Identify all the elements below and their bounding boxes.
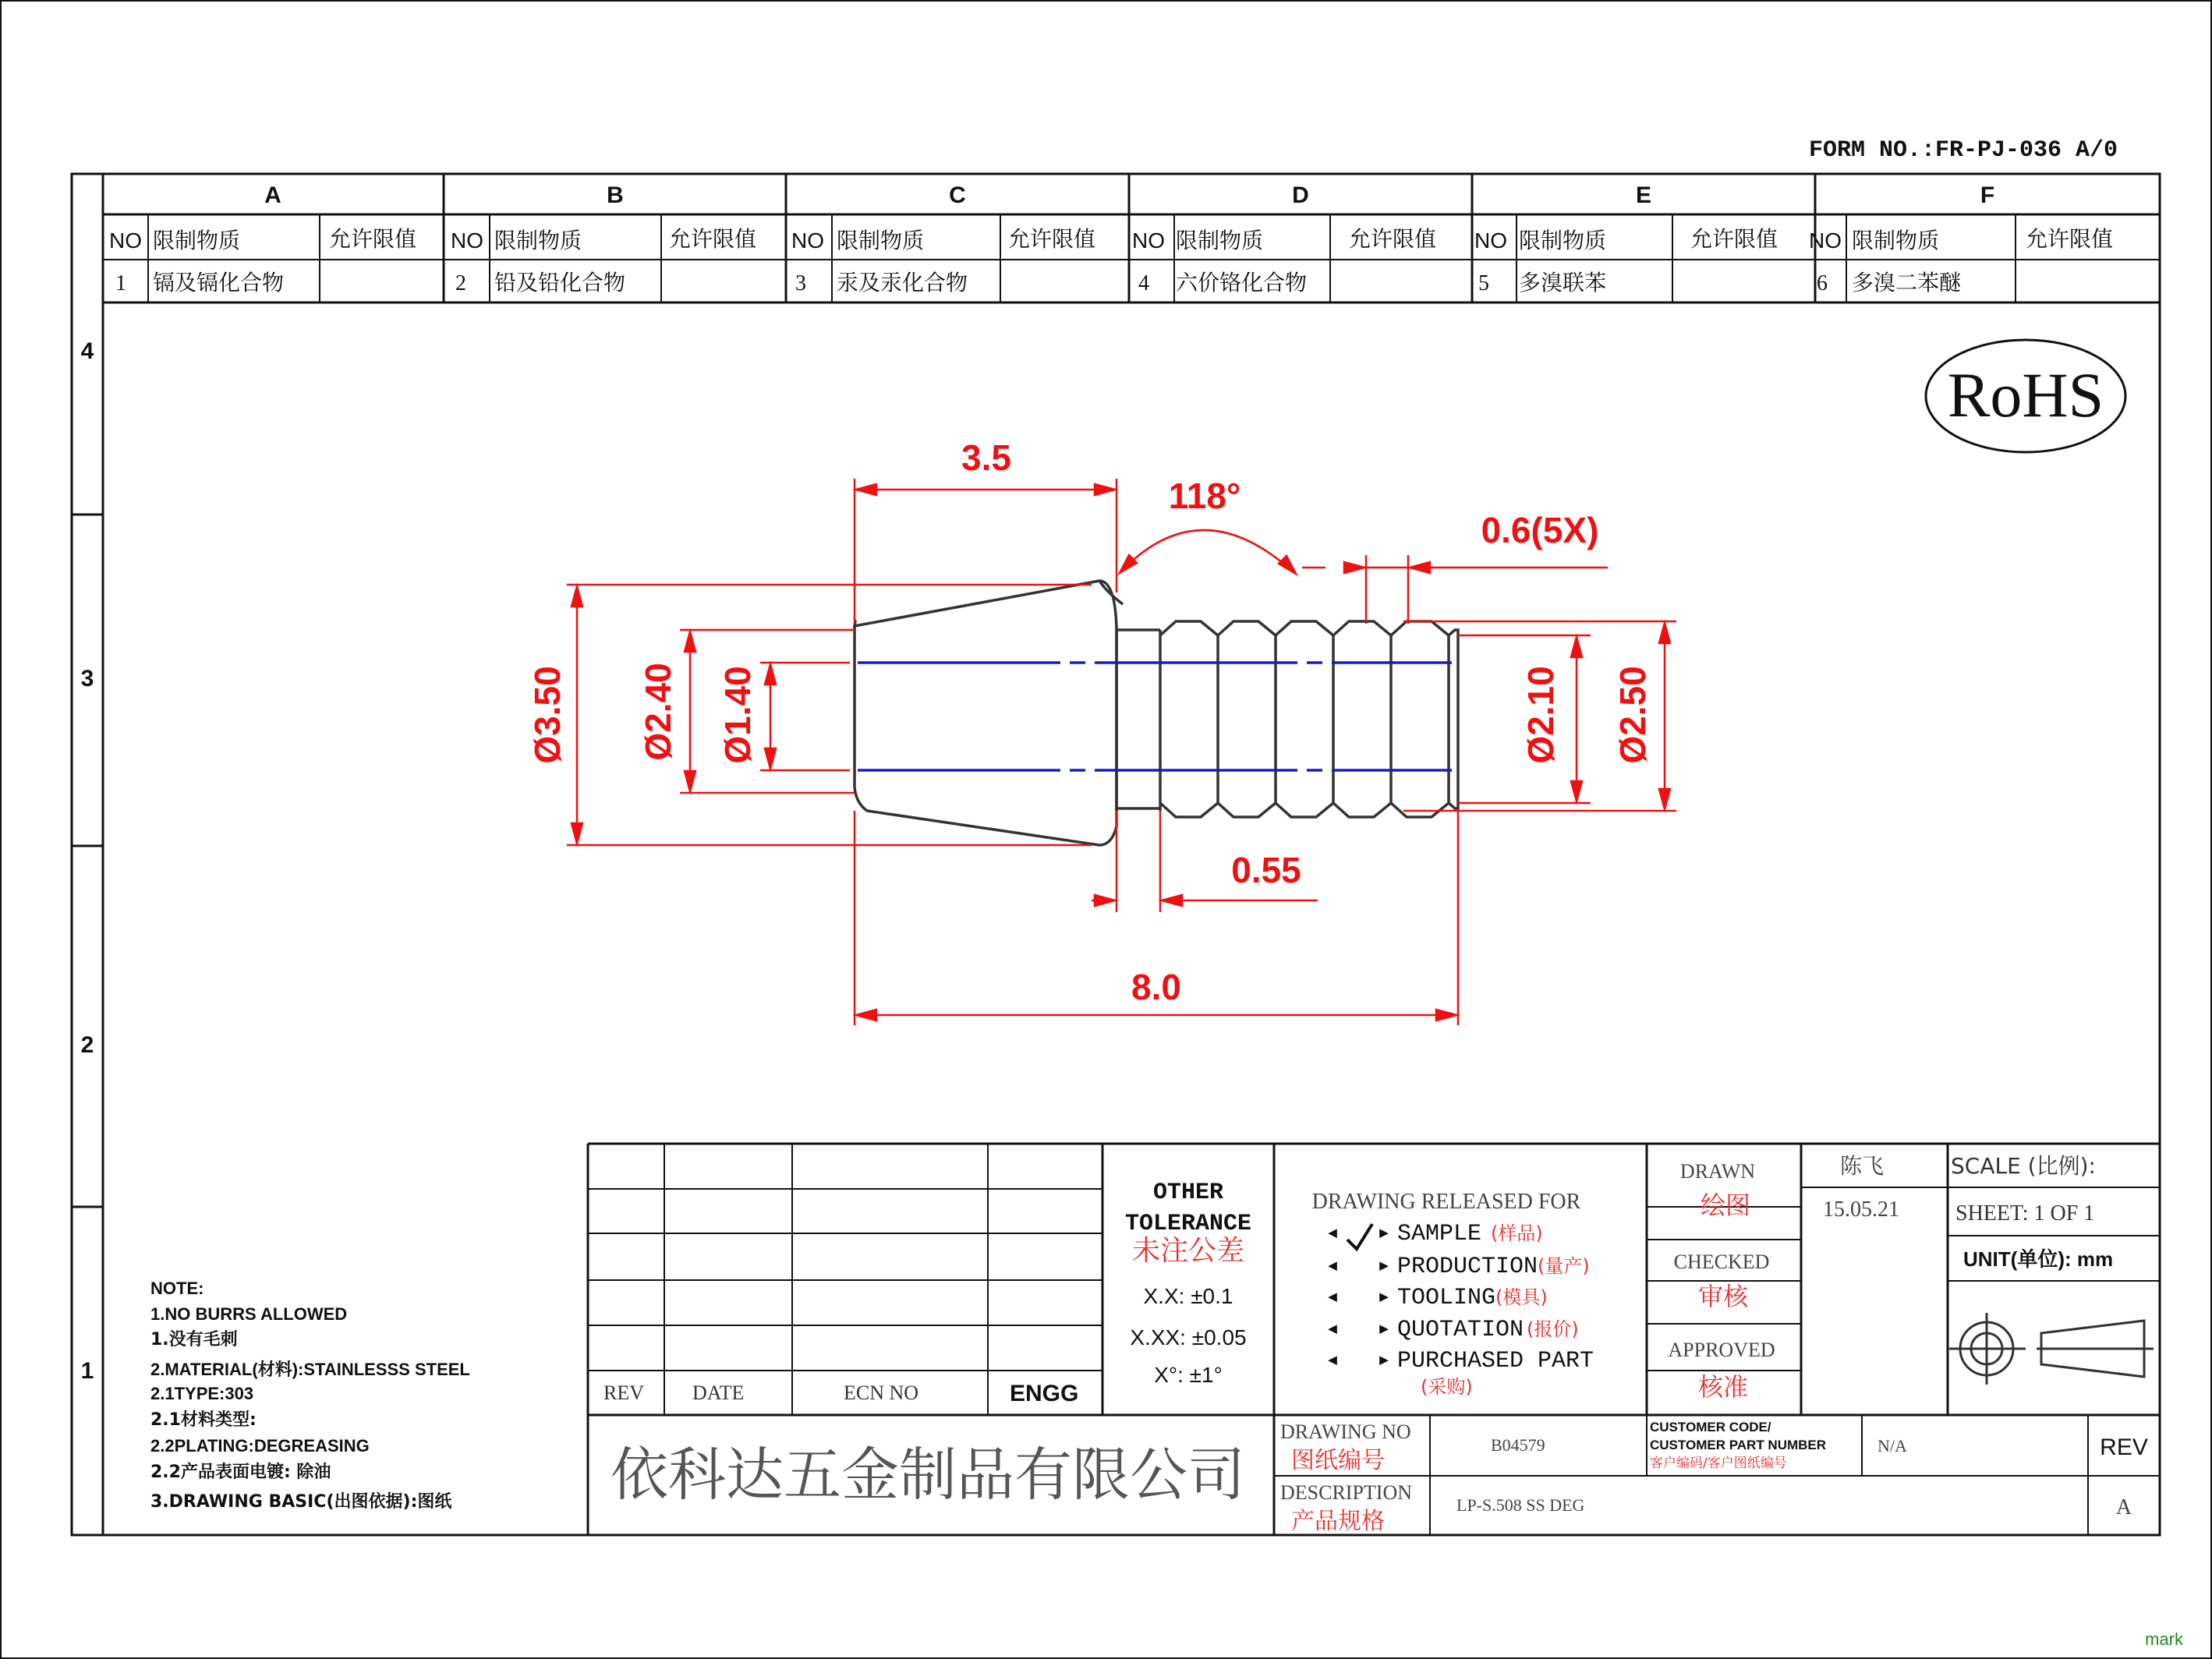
dim-pitch: 0.6(5X)	[1481, 510, 1599, 550]
release-production: PRODUCTION	[1397, 1254, 1538, 1280]
release-quotation: QUOTATION	[1397, 1317, 1524, 1343]
hdr-no-e: NO	[1474, 228, 1507, 253]
substance-no-2: 2	[455, 271, 466, 295]
drawn-date: 15.05.21	[1823, 1197, 1899, 1222]
substance-no-5: 5	[1478, 271, 1489, 295]
release-sample: SAMPLE	[1397, 1221, 1482, 1247]
dim-length-front: 3.5	[961, 437, 1011, 478]
hdr-lim-a: 允许限值	[329, 226, 417, 252]
zone-row-3: 3	[80, 666, 94, 692]
release-sample-cn: (样品)	[1491, 1222, 1543, 1244]
tolerance-angle: X°: ±1°	[1154, 1363, 1223, 1387]
release-arrow-4: ▸	[1377, 1317, 1392, 1343]
unit-label: UNIT(单位): mm	[1963, 1247, 2114, 1271]
hdr-sub-d: 限制物质	[1176, 228, 1264, 253]
description-value: LP-S.508 SS DEG	[1456, 1495, 1585, 1515]
drawing-no-label: DRAWING NO	[1280, 1420, 1411, 1443]
release-tooling: TOOLING	[1397, 1285, 1496, 1311]
zone-col-d: D	[1292, 182, 1309, 208]
release-bullet-3: ◂	[1325, 1285, 1340, 1311]
hdr-no-c: NO	[791, 228, 824, 253]
dim-dia-bore-outer: Ø2.40	[638, 663, 678, 761]
hdr-lim-f: 允许限值	[2026, 226, 2114, 252]
sheet-label: SHEET: 1 OF 1	[1955, 1201, 2095, 1226]
tolerance-xxx: X.XX: ±0.05	[1130, 1325, 1247, 1349]
drawing-no-cn: 图纸编号	[1291, 1447, 1385, 1474]
drawn-label: DRAWN	[1679, 1160, 1756, 1183]
dim-dia-thread-root: Ø2.10	[1520, 666, 1561, 764]
rohs-label: RoHS	[1947, 359, 2104, 430]
release-purchased-cn: (采购)	[1421, 1376, 1473, 1398]
substance-name-4: 六价铬化合物	[1176, 270, 1308, 295]
zone-row-2: 2	[80, 1032, 94, 1058]
substance-no-1: 1	[115, 271, 126, 295]
zone-col-f: F	[1980, 182, 1995, 208]
date-header: DATE	[692, 1381, 745, 1404]
substance-name-2: 铅及铅化合物	[494, 270, 626, 295]
zone-col-c: C	[949, 182, 966, 208]
substance-name-5: 多溴联苯	[1519, 270, 1607, 295]
release-quotation-cn: (报价)	[1527, 1318, 1579, 1340]
approved-label: APPROVED	[1668, 1339, 1775, 1361]
release-bullet-5: ◂	[1325, 1348, 1340, 1374]
release-arrow-1: ▸	[1377, 1221, 1392, 1247]
description-label: DESCRIPTION	[1280, 1481, 1413, 1504]
note-line-6: 2.2PLATING:DEGREASING	[150, 1436, 370, 1456]
approved-cn: 核准	[1697, 1372, 1749, 1402]
hdr-sub-f: 限制物质	[1852, 228, 1940, 253]
drawn-cn: 绘图	[1700, 1190, 1751, 1220]
release-production-cn: (量产)	[1538, 1255, 1590, 1277]
dim-dia-thread-crest: Ø2.50	[1612, 666, 1653, 764]
customer-code-label-1: CUSTOMER CODE/	[1650, 1420, 1771, 1434]
corner-mark: mark	[2145, 1629, 2183, 1649]
zone-row-4: 4	[80, 338, 94, 364]
release-purchased: PURCHASED PART	[1397, 1348, 1594, 1374]
dim-dia-bore-inner: Ø1.40	[717, 666, 758, 764]
hdr-sub-a: 限制物质	[153, 228, 241, 253]
tolerance-title-cn: 未注公差	[1131, 1235, 1245, 1267]
hdr-lim-c: 允许限值	[1008, 226, 1096, 252]
form-number: FORM NO.:FR-PJ-036 A/0	[1809, 137, 2118, 164]
hdr-lim-d: 允许限值	[1349, 226, 1437, 252]
note-line-4: 2.1TYPE:303	[150, 1384, 254, 1403]
drawn-name: 陈飞	[1840, 1153, 1885, 1179]
hdr-sub-b: 限制物质	[494, 228, 582, 253]
dim-dia-outer-large: Ø3.50	[527, 666, 568, 764]
ecn-header: ECN NO	[844, 1381, 919, 1404]
release-tooling-cn: (模具)	[1495, 1286, 1548, 1308]
substance-name-3: 汞及汞化合物	[837, 270, 968, 295]
note-line-1: 1.NO BURRS ALLOWED	[150, 1304, 348, 1324]
dim-total-length: 8.0	[1131, 967, 1181, 1007]
substance-no-3: 3	[795, 271, 806, 295]
release-bullet-2: ◂	[1325, 1254, 1340, 1280]
customer-code-cn: 客户编码/客户图纸编号	[1650, 1456, 1787, 1471]
rev-label: REV	[2100, 1434, 2148, 1460]
substance-no-4: 4	[1138, 271, 1149, 295]
checked-cn: 审核	[1697, 1282, 1749, 1311]
hdr-sub-c: 限制物质	[837, 228, 925, 253]
zone-col-a: A	[264, 182, 281, 208]
release-bullet-4: ◂	[1325, 1317, 1340, 1343]
note-line-5: 2.1材料类型:	[150, 1410, 257, 1430]
rev-header: REV	[603, 1381, 644, 1404]
release-arrow-2: ▸	[1377, 1254, 1392, 1280]
description-cn: 产品规格	[1291, 1508, 1385, 1535]
notes-title: NOTE:	[150, 1279, 204, 1298]
customer-code-label-2: CUSTOMER PART NUMBER	[1650, 1438, 1827, 1452]
hdr-no-d: NO	[1132, 228, 1165, 253]
substance-name-1: 镉及镉化合物	[153, 270, 285, 295]
release-bullet-1: ◂	[1325, 1221, 1340, 1247]
hdr-lim-b: 允许限值	[669, 226, 757, 252]
note-line-8: 3.DRAWING BASIC(出图依据):图纸	[150, 1492, 452, 1512]
substance-no-6: 6	[1817, 271, 1828, 295]
release-title: DRAWING RELEASED FOR	[1311, 1190, 1581, 1214]
hdr-sub-e: 限制物质	[1519, 228, 1607, 253]
hdr-no-f: NO	[1809, 228, 1842, 253]
dim-angle: 118°	[1168, 476, 1241, 516]
zone-col-e: E	[1635, 182, 1652, 208]
hdr-lim-e: 允许限值	[1690, 226, 1778, 252]
rev-value: A	[2115, 1495, 2132, 1519]
dim-groove-width: 0.55	[1231, 850, 1301, 890]
zone-row-1: 1	[80, 1358, 94, 1384]
company-name: 依科达五金制品有限公司	[611, 1441, 1245, 1509]
release-arrow-3: ▸	[1377, 1285, 1392, 1311]
customer-code-value: N/A	[1878, 1436, 1907, 1456]
drawing-no-value: B04579	[1491, 1435, 1545, 1455]
note-line-3: 2.MATERIAL(材料):STAINLESSS STEEL	[150, 1360, 470, 1379]
tolerance-title-2: TOLERANCE	[1124, 1211, 1252, 1237]
substance-name-6: 多溴二苯醚	[1852, 270, 1962, 295]
hdr-no-b: NO	[451, 228, 483, 253]
tolerance-xx: X.X: ±0.1	[1143, 1284, 1233, 1308]
engg-header: ENGG	[1010, 1381, 1079, 1406]
tolerance-title-1: OTHER	[1152, 1180, 1224, 1206]
note-line-2: 1.没有毛刺	[150, 1330, 238, 1349]
scale-label: SCALE (比例):	[1951, 1153, 2096, 1179]
release-arrow-5: ▸	[1377, 1348, 1392, 1374]
zone-col-b: B	[607, 182, 624, 208]
hdr-no-a: NO	[109, 228, 142, 253]
note-line-7: 2.2产品表面电镀: 除油	[150, 1463, 331, 1482]
checked-label: CHECKED	[1673, 1250, 1770, 1273]
